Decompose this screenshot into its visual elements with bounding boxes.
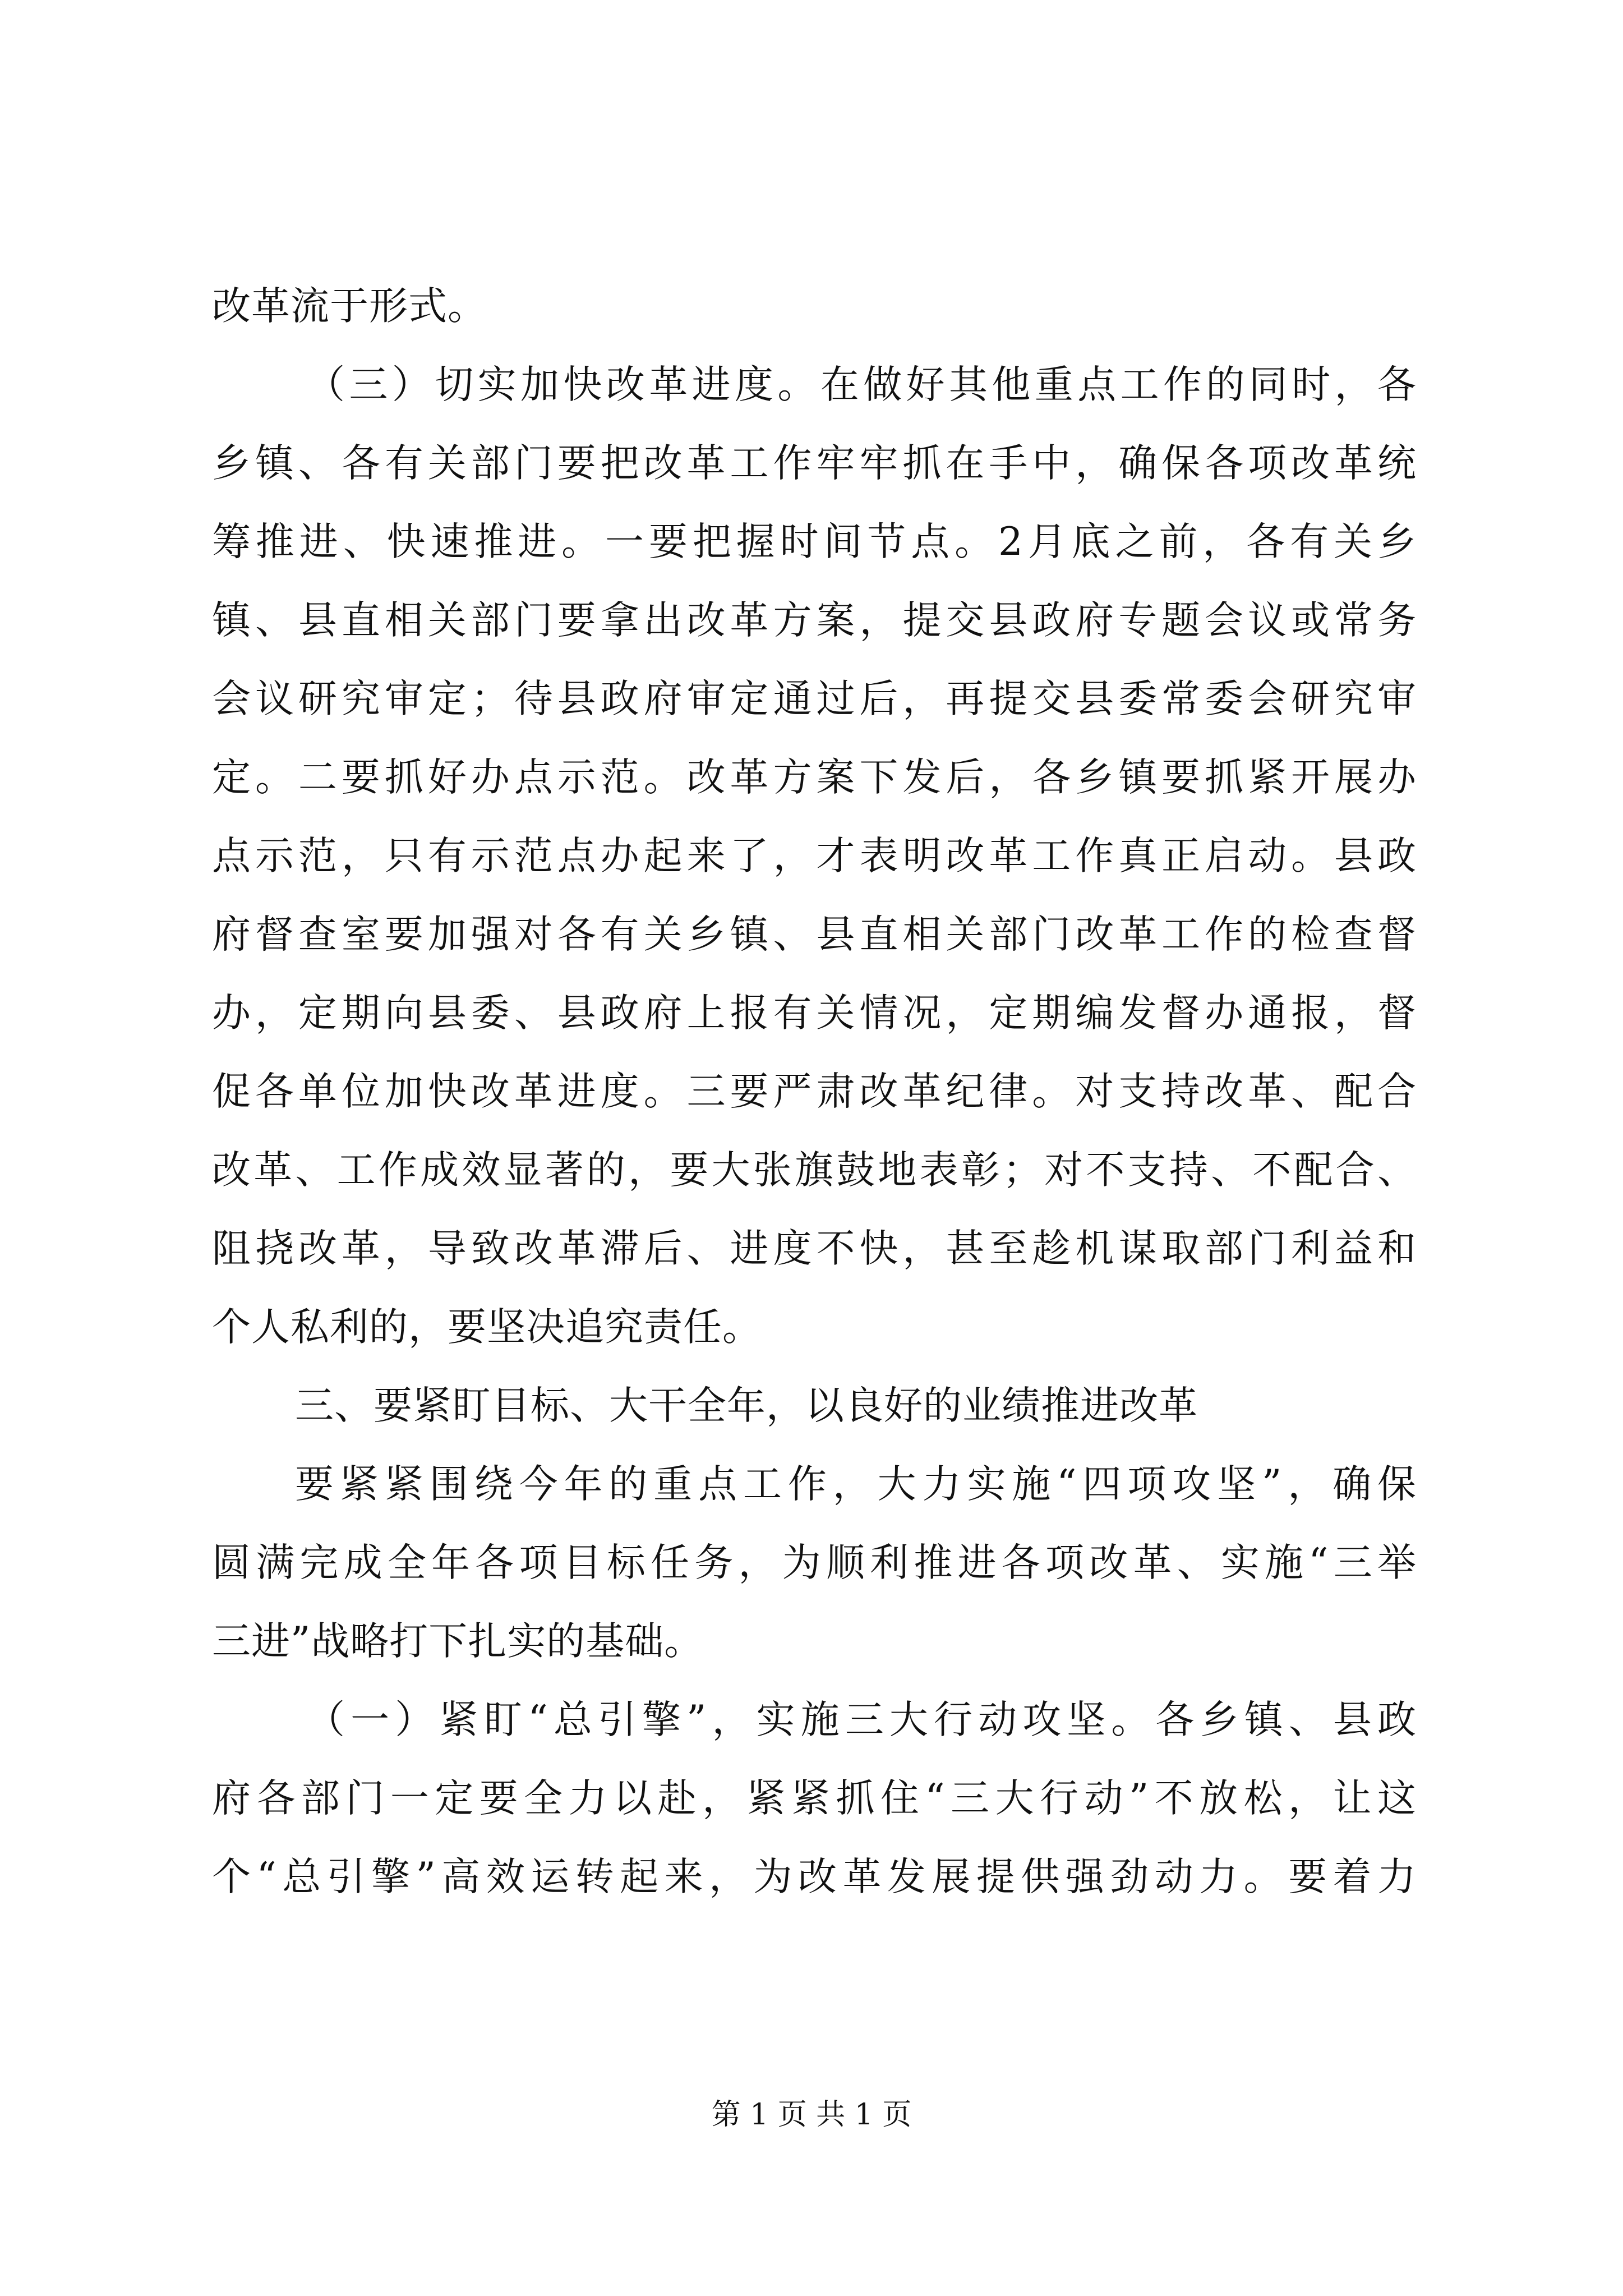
body-line: 三进”战略打下扎实的基础。 xyxy=(212,1619,704,1664)
body-line: 改革、工作成效显著的，要大张旗鼓地表彰；对不支持、不配合、 xyxy=(212,1148,1417,1193)
body-line: 个“总引擎”高效运转起来，为改革发展提供强劲动力。要着力 xyxy=(212,1855,1417,1899)
page-footer: 第 1 页 共 1 页 xyxy=(711,2098,912,2132)
body-line: 改革流于形式。 xyxy=(212,284,487,329)
body-line: 圆满完成全年各项目标任务，为顺利推进各项改革、实施“三举 xyxy=(212,1540,1417,1585)
body-line: 镇、县直相关部门要拿出改革方案，提交县政府专题会议或常务 xyxy=(212,598,1417,643)
body-line: 定。二要抓好办点示范。改革方案下发后，各乡镇要抓紧开展办 xyxy=(212,755,1417,800)
body-line: 阻挠改革，导致改革滞后、进度不快，甚至趁机谋取部门利益和 xyxy=(212,1226,1417,1271)
body-line: 办，定期向县委、县政府上报有关情况，定期编发督办通报，督 xyxy=(212,991,1417,1036)
body-line: 个人私利的，要坚决追究责任。 xyxy=(212,1305,762,1350)
body-line: 会议研究审定；待县政府审定通过后，再提交县委常委会研究审 xyxy=(212,677,1417,721)
section-heading: 三、要紧盯目标、大干全年，以良好的业绩推进改革 xyxy=(295,1383,1198,1428)
body-line: 筹推进、快速推进。一要把握时间节点。2月底之前，各有关乡 xyxy=(212,519,1417,564)
document-body xyxy=(212,267,1417,1916)
body-line: 促各单位加快改革进度。三要严肃改革纪律。对支持改革、配合 xyxy=(212,1069,1417,1114)
body-line: 点示范，只有示范点办起来了，才表明改革工作真正启动。县政 xyxy=(212,834,1417,878)
body-line: 要紧紧围绕今年的重点工作，大力实施“四项攻坚”，确保 xyxy=(295,1462,1417,1507)
body-line: 府督查室要加强对各有关乡镇、县直相关部门改革工作的检查督 xyxy=(212,912,1417,957)
body-line: 乡镇、各有关部门要把改革工作牢牢抓在手中，确保各项改革统 xyxy=(212,441,1417,486)
body-line: （三）切实加快改革进度。在做好其他重点工作的同时，各 xyxy=(306,362,1417,407)
body-line: （一）紧盯“总引擎”，实施三大行动攻坚。各乡镇、县政 xyxy=(306,1697,1417,1742)
body-line: 府各部门一定要全力以赴，紧紧抓住“三大行动”不放松，让这 xyxy=(212,1776,1417,1821)
